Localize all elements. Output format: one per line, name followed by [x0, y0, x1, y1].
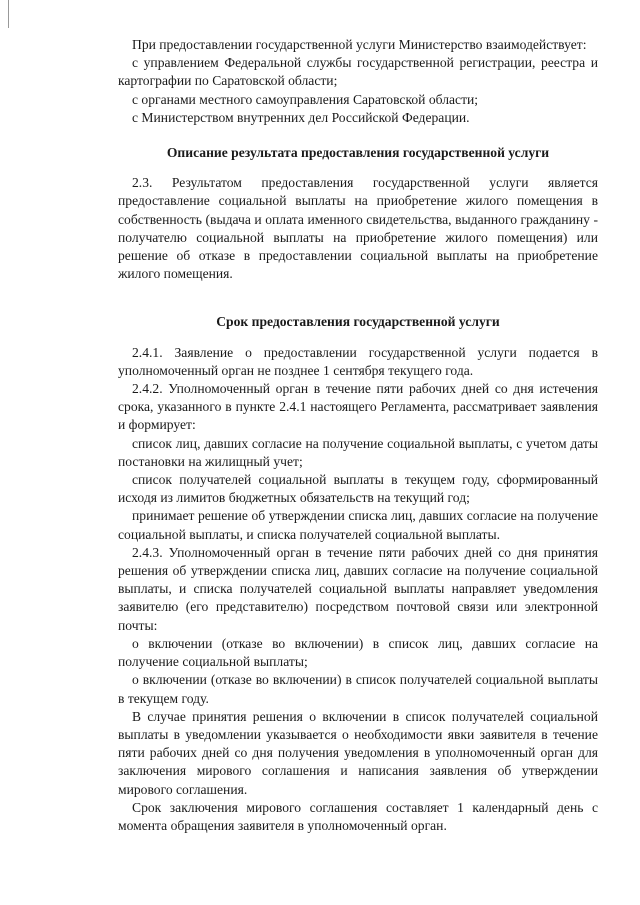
notice-item-consent-list: о включении (отказе во включении) в список лиц, давших согласие на получение социальной выплаты;: [118, 635, 598, 670]
section-heading-term: Срок предоставления государственной услуги: [216, 314, 500, 330]
section-heading-result: Описание результата предоставления государственной услуги: [166, 145, 550, 161]
paragraph-settlement-notice: В случае принятия решения о включении в список получателей социальной выплаты в уведомлении указывается о необходимости явки заявителя в течение пяти рабочих дней со дня получения уведомления в уполномоченный орган для заключения мирового соглашения и написания заявления об утверждении мирового соглашения.: [118, 708, 598, 797]
list-item-consent-list: список лиц, давших согласие на получение социальной выплаты, с учетом даты постановки на жилищный учет;: [118, 435, 598, 469]
list-item-recipients-list: список получателей социальной выплаты в текущем году, сформированный исходя из лимитов бюджетных обязательств на текущий год;: [118, 472, 598, 506]
interaction-item-local-government: с органами местного самоуправления Саратовской области;: [132, 91, 479, 107]
paragraph-2-3: 2.3. Результатом предоставления государственной услуги является предоставление социальной выплаты на приобретение жилого помещения в собственность (выдача и оплата именного свидетельства, выданного гражданину - получателю социальной выплаты на приобретение жилого помещения) или решение об отказе в предоставлении социальной выплаты на приобретение жилого помещения.: [118, 175, 598, 282]
interaction-item-rosreestr: с управлением Федеральной службы государственной регистрации, реестра и картографии по Саратовской области;: [118, 55, 598, 89]
paragraph-2-4-1: 2.4.1. Заявление о предоставлении государственной услуги подается в уполномоченный орган не позднее 1 сентября текущего года.: [118, 344, 598, 378]
intro-paragraph: При предоставлении государственной услуги Министерство взаимодействует:: [132, 37, 587, 52]
list-item-approval-decision: принимает решение об утверждении списка лиц, давших согласие на получение социальной выплаты, и списка получателей социальной выплаты.: [118, 508, 598, 542]
paragraph-settlement-term: Срок заключения мирового соглашения составляет 1 календарный день с момента обращения заявителя в уполномоченный орган.: [118, 799, 598, 833]
paragraph-2-4-2: 2.4.2. Уполномоченный орган в течение пяти рабочих дней со дня истечения срока, указанного в пункте 2.4.1 настоящего Регламента, рассматривает заявления и формирует:: [118, 381, 598, 433]
interaction-item-mvd: с Министерством внутренних дел Российской Федерации.: [132, 109, 470, 125]
paragraph-2-4-3: 2.4.3. Уполномоченный орган в течение пяти рабочих дней со дня принятия решения об утверждении списка лиц, давших согласие на получение социальной выплаты, и списка получателей социальной выплаты направляет уведомления заявителю (его представителю) посредством почтовой связи или электронной почты:: [118, 544, 598, 633]
notice-item-recipients-list: о включении (отказе во включении) в список получателей социальной выплаты в текущем году.: [118, 672, 598, 706]
